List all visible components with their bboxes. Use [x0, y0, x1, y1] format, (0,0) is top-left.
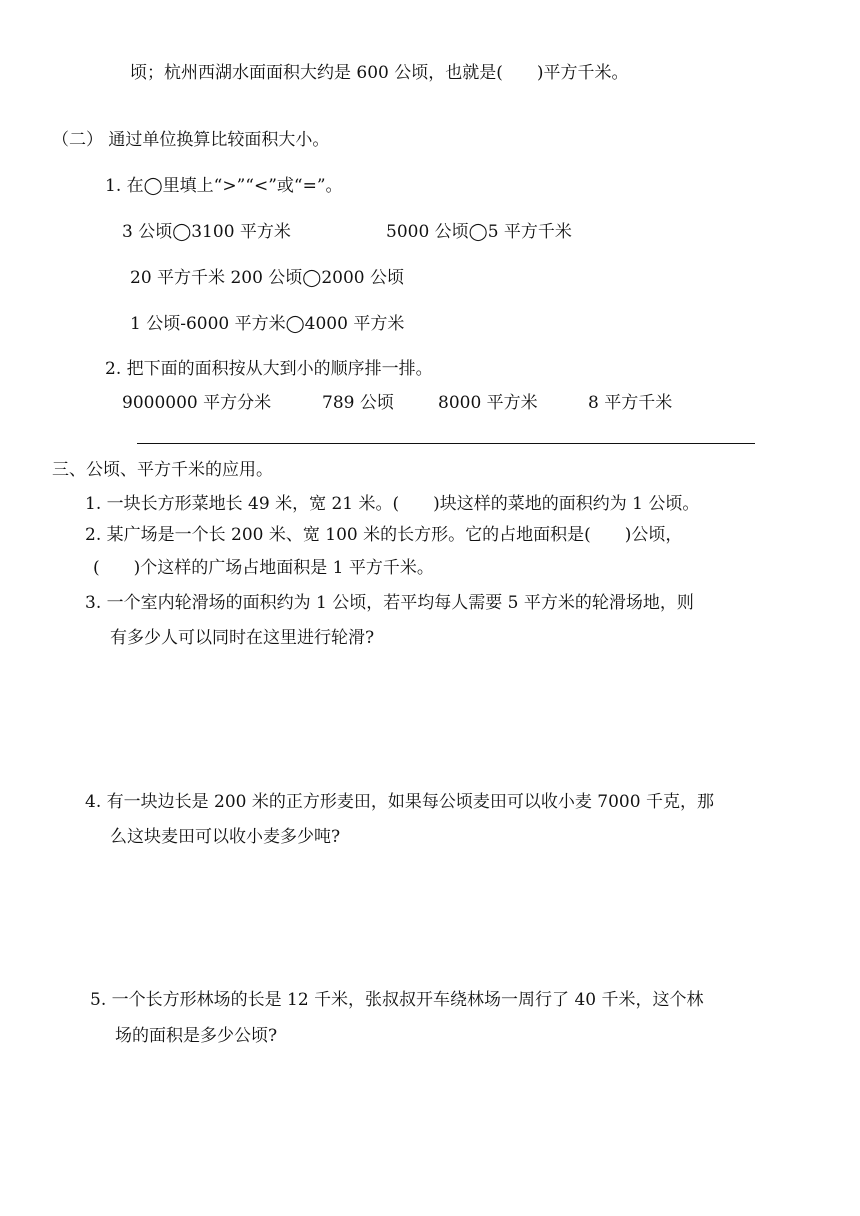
section2-title: （二） 通过单位换算比较面积大小。	[52, 130, 330, 150]
section3-q5-line1: 5. 一个长方形林场的长是 12 千米，张叔叔开车绕林场一周行了 40 千米，这个林	[90, 990, 704, 1010]
section2-q1-prompt: 1. 在◯里填上“>”“<”或“=”。	[105, 176, 343, 196]
section2-q1-row1-a: 3 公顷◯3100 平方米	[122, 222, 291, 242]
section3-q2-line1: 2. 某广场是一个长 200 米、宽 100 米的长方形。它的占地面积是( )公顷，	[85, 525, 683, 545]
section2-q1-row2: 20 平方千米 200 公顷◯2000 公顷	[130, 268, 404, 288]
section2-q1-row1-b: 5000 公顷◯5 平方千米	[386, 222, 572, 242]
section2-q1-row3: 1 公顷-6000 平方米◯4000 平方米	[130, 314, 405, 334]
section3-q4-line1: 4. 有一块边长是 200 米的正方形麦田，如果每公顷麦田可以收小麦 7000 千克，那	[85, 792, 714, 812]
section2-q2-item-2: 789 公顷	[322, 393, 394, 413]
section2-q2-item-1: 9000000 平方分米	[122, 393, 272, 413]
section3-q1: 1. 一块长方形菜地长 49 米，宽 21 米。( )块这样的菜地的面积约为 1 公顷。	[85, 494, 700, 514]
section2-q2-item-3: 8000 平方米	[438, 393, 538, 413]
section3-title: 三、公顷、平方千米的应用。	[52, 460, 273, 480]
section3-q3-line1: 3. 一个室内轮滑场的面积约为 1 公顷，若平均每人需要 5 平方米的轮滑场地，则	[85, 593, 694, 613]
section2-q2-item-4: 8 平方千米	[588, 393, 673, 413]
section3-q3-line2: 有多少人可以同时在这里进行轮滑?	[110, 628, 375, 648]
answer-line	[137, 443, 755, 444]
section3-q2-line2: ( )个这样的广场占地面积是 1 平方千米。	[93, 558, 434, 578]
section3-q5-line2: 场的面积是多少公顷?	[115, 1026, 278, 1046]
section2-q2-prompt: 2. 把下面的面积按从大到小的顺序排一排。	[105, 359, 433, 379]
top-line: 顷；杭州西湖水面面积大约是 600 公顷，也就是( )平方千米。	[130, 63, 629, 83]
section3-q4-line2: 么这块麦田可以收小麦多少吨?	[110, 827, 341, 847]
